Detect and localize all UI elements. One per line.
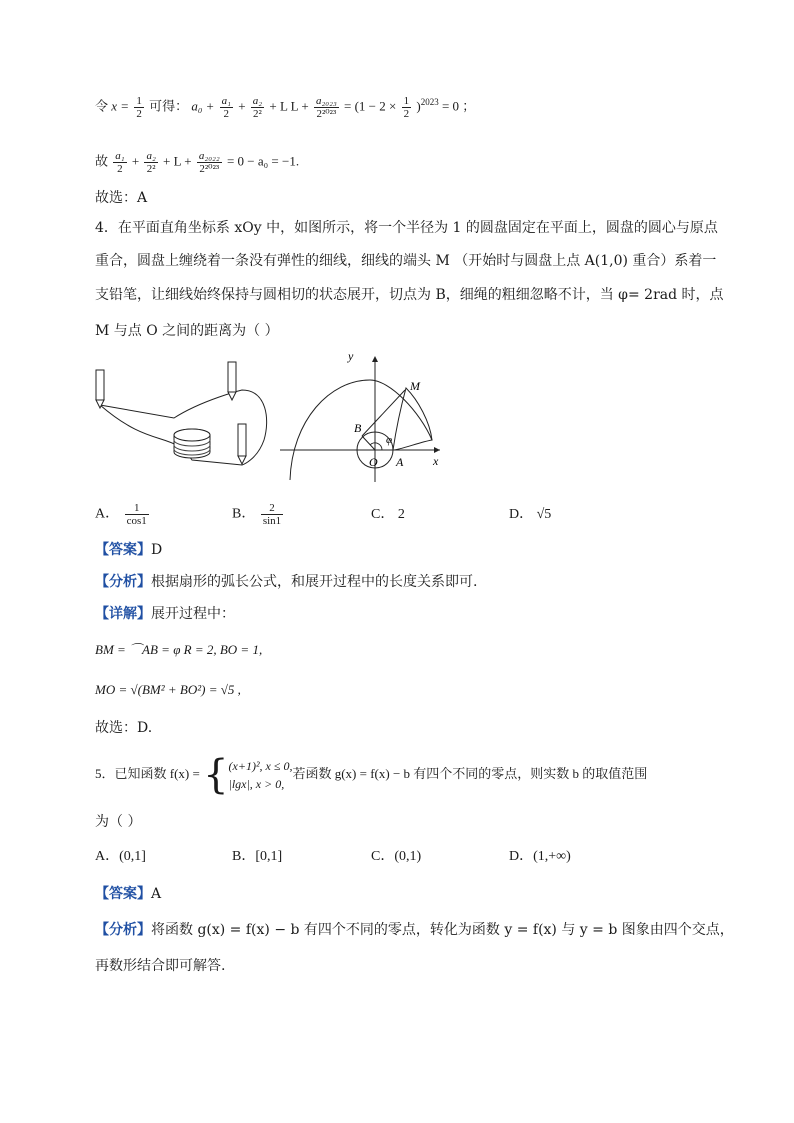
fraction: [261, 502, 283, 527]
numerator: 1: [403, 94, 410, 107]
option-value: [0,1]: [255, 849, 283, 864]
fraction: [113, 150, 126, 175]
pencil-disc-illustration: [92, 360, 272, 480]
option-letter: A．: [95, 849, 120, 864]
q4-equation-1: BM = ⌒AB = φ R = 2, BO = 1,: [95, 642, 263, 657]
option-letter: D．: [509, 849, 534, 864]
q4-answer: [95, 540, 162, 560]
q4-option-a[interactable]: [95, 502, 151, 527]
text: 令: [95, 98, 109, 114]
q4-option-c[interactable]: [371, 505, 405, 525]
fraction: [402, 95, 412, 120]
axis-label-x: x: [433, 454, 439, 468]
fraction: [125, 502, 149, 527]
equation-line-2: [95, 150, 299, 175]
text: = (1 − 2 ×: [344, 98, 400, 114]
option-letter: A．: [95, 506, 120, 522]
text: 5．已知函数 f(x) =: [95, 766, 204, 781]
option-letter: B．: [232, 849, 256, 864]
numerator: a₂₀₂₃: [315, 94, 337, 107]
denominator: 2²⁰²³: [316, 107, 337, 120]
text: 若函数 g(x) = f(x) − b 有四个不同的零点，则实数 b 的取值范围: [292, 766, 648, 781]
option-value: √5: [536, 507, 552, 522]
analysis-tag: 【分析】: [95, 922, 151, 938]
text: +: [131, 153, 143, 169]
option-value: (0,1): [394, 849, 422, 864]
denominator: sin1: [262, 515, 282, 527]
answer-choice-line: 故选：A: [95, 190, 148, 206]
numerator: 1: [136, 94, 142, 107]
fraction: [314, 95, 339, 120]
denominator: 2: [403, 107, 410, 120]
pencil-icon: [228, 362, 236, 400]
pencil-icon: [96, 370, 104, 408]
option-value: (1,+∞): [533, 849, 571, 864]
q5-answer: [95, 884, 161, 904]
denominator: 2: [136, 107, 142, 120]
q5-analysis-line-1: [95, 920, 734, 940]
analysis-tag: 【分析】: [95, 574, 151, 590]
case-2: |lgx|, x > 0,: [228, 777, 285, 792]
detail-tag: 【详解】: [95, 606, 151, 622]
denominator: 2²: [253, 107, 262, 120]
fraction: [197, 150, 222, 175]
detail-text: 展开过程中：: [151, 606, 235, 622]
equation-line-1: [95, 92, 475, 120]
q5-option-a[interactable]: [95, 847, 146, 867]
numerator: a₂: [252, 94, 263, 107]
denominator: 2²: [146, 163, 156, 175]
fraction: [251, 95, 264, 120]
point-label-a: A: [396, 455, 404, 469]
numerator: a₁: [221, 94, 231, 107]
q4-stem-line-1: 4．在平面直角坐标系 xOy 中，如图所示，将一个半径为 1 的圆盘固定在平面上，圆盘的圆心与原点: [95, 220, 718, 236]
pencil-icon: [238, 424, 246, 464]
disc-icon: [174, 429, 210, 458]
text: 故: [95, 153, 109, 169]
denominator: 2: [117, 163, 123, 175]
option-letter: D．: [509, 507, 534, 522]
point-label-m: M: [410, 379, 420, 393]
text: = 0 − a₀ = −1.: [226, 153, 300, 169]
text: +: [238, 98, 249, 114]
q4-analysis: [95, 572, 477, 592]
case-1: (x+1)², x ≤ 0,: [228, 759, 293, 774]
numerator: a₂₀₂₂: [198, 150, 220, 162]
involute-diagram: [270, 350, 450, 485]
answer-tag: 【答案】: [95, 886, 151, 902]
fraction: [144, 150, 157, 175]
brace-icon: {: [203, 752, 229, 799]
option-value: 2: [397, 507, 405, 522]
q5-option-d[interactable]: [509, 847, 571, 867]
option-letter: B．: [232, 506, 256, 522]
text: + L +: [163, 153, 195, 169]
point-label-b: B: [354, 421, 362, 435]
text: x =: [111, 98, 133, 114]
q4-detail: [95, 604, 235, 624]
q5-stem-line-2: 为（ ）: [95, 814, 142, 830]
point-label-o: O: [369, 455, 378, 469]
answer-value: D: [151, 542, 163, 558]
exponent: 2023: [420, 97, 439, 107]
q4-conclusion: 故选：D.: [95, 720, 153, 736]
text: + L L +: [269, 98, 312, 114]
q5-option-b[interactable]: [232, 847, 282, 867]
numerator: a₁: [115, 150, 125, 162]
text: a₀ +: [191, 98, 218, 114]
q4-option-d[interactable]: [509, 505, 551, 525]
fraction: [134, 95, 144, 120]
option-letter: C．: [371, 849, 395, 864]
answer-value: A: [151, 886, 162, 902]
text: 可得：: [149, 98, 189, 114]
q4-stem-line-4: M 与点 O 之间的距离为（ ）: [95, 323, 279, 339]
fraction: [220, 95, 233, 120]
angle-label-phi: φ: [386, 434, 393, 446]
text: ): [416, 98, 421, 114]
q5-analysis-line-2: 再数形结合即可解答.: [95, 958, 226, 974]
denominator: cos1: [126, 515, 147, 527]
option-value: (0,1]: [119, 849, 146, 864]
denominator: 2: [223, 107, 230, 120]
q4-stem-line-2: 重合，圆盘上缠绕着一条没有弹性的细线，细线的端头 M （开始时与圆盘上点 A(1,0) 重合）系着一: [95, 253, 717, 269]
analysis-text: 将函数 g(x) = f(x) − b 有四个不同的零点，转化为函数 y = f(x) 与 y = b 图象由四个交点，: [151, 922, 734, 938]
q4-stem-line-3: 支铅笔，让细线始终保持与圆相切的状态展开，切点为 B，细绳的粗细忽略不计，当 φ= 2rad 时，点: [95, 287, 724, 303]
numerator: 2: [261, 502, 283, 515]
text: = 0 ；: [441, 98, 476, 114]
q5-option-c[interactable]: [371, 847, 421, 867]
numerator: 1: [125, 502, 149, 515]
q5-stem-line-1: [95, 752, 648, 799]
q4-equation-2: MO = √(BM² + BO²) = √5 ,: [95, 682, 241, 697]
answer-tag: 【答案】: [95, 542, 151, 558]
numerator: a₂: [146, 150, 156, 162]
analysis-text: 根据扇形的弧长公式，和展开过程中的长度关系即可.: [151, 574, 478, 590]
piecewise-cases: [229, 757, 293, 793]
q4-option-b[interactable]: [232, 502, 285, 527]
option-letter: C．: [371, 507, 395, 522]
denominator: 2²⁰²³: [199, 163, 220, 175]
axis-label-y: y: [348, 350, 354, 363]
